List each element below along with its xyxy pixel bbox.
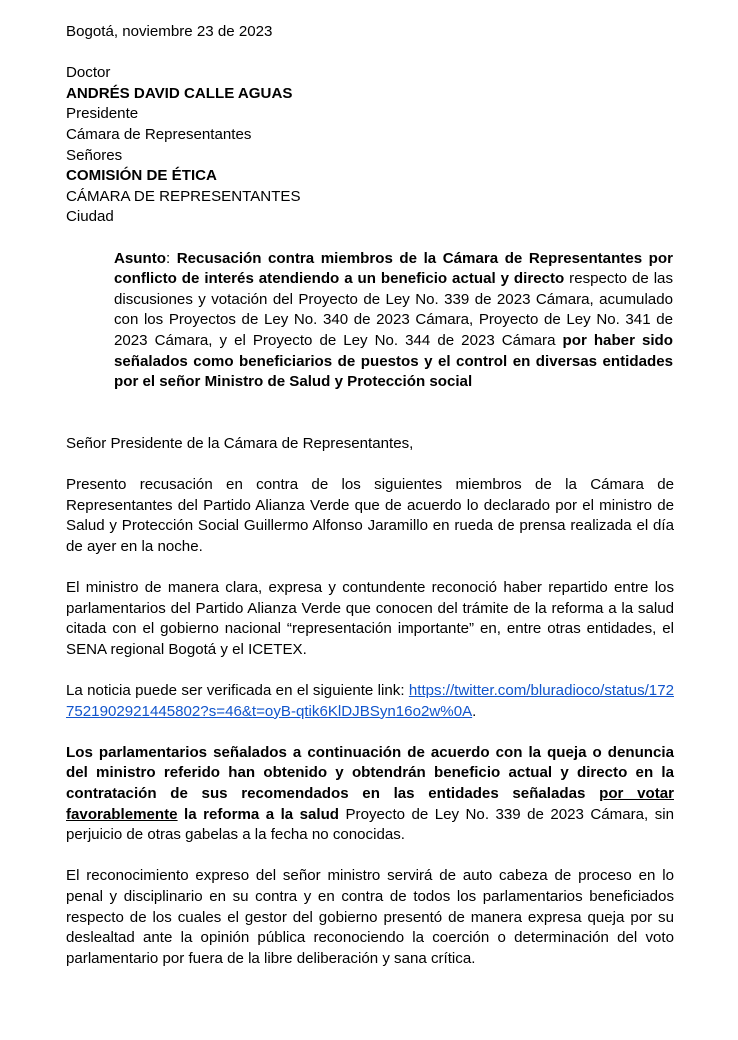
subject-bold-part-2: por haber sido señalados como beneficiarios de puestos y el control en diversas entidades por el señor Ministro de Salud y Protección social [114,331,673,391]
dateline: Bogotá, noviembre 23 de 2023 [66,23,273,40]
paragraph-3-link [66,681,674,722]
paragraph-4 [66,743,674,846]
subject-colon: : [165,249,171,267]
subject-label: Asunto [114,249,166,267]
salutation: Señor Presidente de la Cámara de Representantes, [66,434,414,452]
addressee-greeting-plural: Señores [66,146,123,164]
paragraph-1: Presento recusación en contra de los siguientes miembros de la Cámara de Representantes del Partido Alianza Verde que de acuerdo lo declarado por el ministro de Salud y Protección Social Guillermo Alfonso Jaramillo en rueda de prensa realizada el día de ayer en la noche. [66,476,674,555]
addressee-role: Presidente [66,105,139,123]
paragraph-4-bold-2: la reforma a la salud [177,805,340,823]
addressee-city: Ciudad [66,208,114,226]
addressee-committee: COMISIÓN DE ÉTICA [66,167,217,185]
paragraph-4-bold-1: Los parlamentarios señalados a continuación de acuerdo con la queja o denuncia del ministro referido han obtenido y obtendrán beneficio actual y directo en la contratación de sus recomendados en las entidades señaladas [66,743,674,802]
addressee-name: ANDRÉS DAVID CALLE AGUAS [66,84,293,102]
paragraph-4-bold-underline: por votar favorablemente [66,784,674,823]
paragraph-2: El ministro de manera clara, expresa y contundente reconoció haber repartido entre los parlamentarios del Partido Alianza Verde que conocen del trámite de la reforma a la salud citada con el gobierno nacional “representación importante” en, entre otras entidades, el SENA regional Bogotá y el ICETEX. [66,579,674,658]
link-trailing-period: . [472,702,477,720]
subject-regular-part: respecto de las discusiones y votación del Proyecto de Ley No. 339 de 2023 Cámara, acumulado con los Proyectos de Ley No. 340 de 2023 Cámara, Proyecto de Ley No. 341 de 2023 Cámara, y el Proyecto de Ley No. 344 de 2023 Cámara [114,270,673,349]
subject-bold-part-1: Recusación contra miembros de la Cámara de Representantes por conflicto de interés atendiendo a un beneficio actual y directo [114,249,673,288]
addressee-title: Doctor [66,64,111,82]
subject-block [114,249,673,393]
addressee-chamber: CÁMARA DE REPRESENTANTES [66,187,301,205]
paragraph-4-regular: Proyecto de Ley No. 339 de 2023 Cámara, sin perjuicio de otras gabelas a la fecha no conocidas. [66,805,674,844]
subject-body-spacer [66,413,674,434]
news-source-link[interactable]: https://twitter.com/bluradioco/status/1727521902921445802?s=46&t=oyB-qtik6KlDJBSyn16o2w%0A [66,682,674,720]
addressee-entity: Cámara de Representantes [66,125,252,143]
addressee-block [66,63,674,228]
link-lead-text: La noticia puede ser verificada en el siguiente link: [66,682,405,699]
paragraph-5: El reconocimiento expreso del señor ministro servirá de auto cabeza de proceso en lo penal y disciplinario en su contra y en contra de todos los parlamentarios beneficiados respecto de los cuales el gestor del gobierno presentó de manera expresa queja por su deslealtad ante la opinión pública reconociendo la coerción o determinación del voto parlamentario por fuera de la libre deliberación y sana crítica. [66,867,674,967]
